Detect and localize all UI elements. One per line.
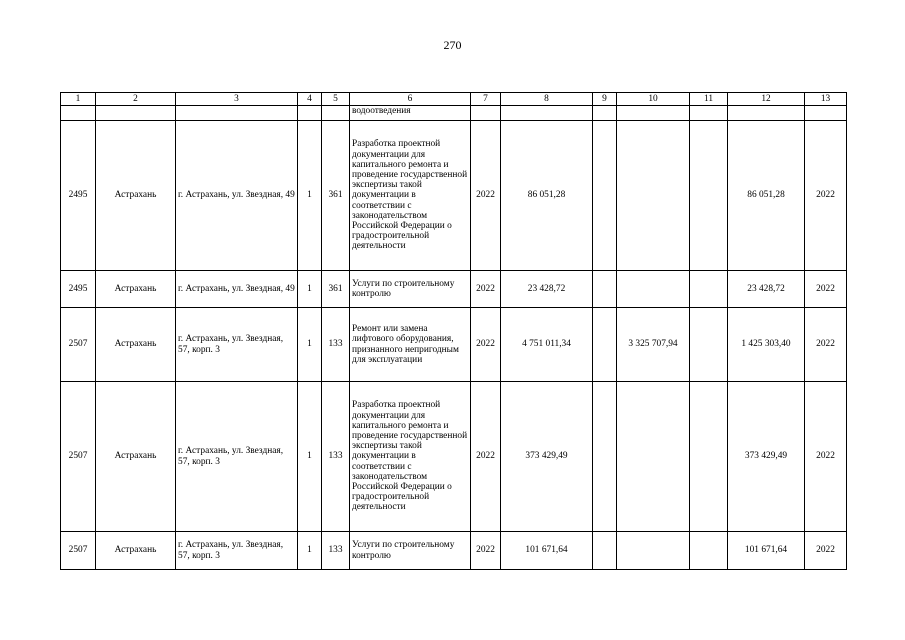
col-11: [690, 121, 728, 271]
col-10: 3 325 707,94: [617, 308, 690, 382]
col-10: [617, 532, 690, 570]
col-11: [690, 382, 728, 532]
address: г. Астрахань, ул. Звездная, 57, корп. 3: [176, 308, 298, 382]
city: Астрахань: [96, 308, 176, 382]
col-11: [690, 532, 728, 570]
year: 2022: [471, 532, 501, 570]
row-number: 2507: [61, 382, 96, 532]
col-9: [593, 382, 617, 532]
col-header: 10: [617, 93, 690, 106]
col-header: 12: [728, 93, 805, 106]
work-description: Услуги по строительному контролю: [350, 271, 471, 308]
col-10: [617, 271, 690, 308]
col-header: 3: [176, 93, 298, 106]
total-cost: 23 428,72: [501, 271, 593, 308]
col-9: [593, 308, 617, 382]
city: Астрахань: [96, 532, 176, 570]
col-4: 1: [298, 121, 322, 271]
col-13: 2022: [805, 532, 847, 570]
col-4: 1: [298, 308, 322, 382]
col-12: 1 425 303,40: [728, 308, 805, 382]
year: 2022: [471, 382, 501, 532]
table-row: [61, 271, 847, 308]
col-12: 86 051,28: [728, 121, 805, 271]
table-row: [61, 532, 847, 570]
col-9: [593, 532, 617, 570]
col-4: 1: [298, 532, 322, 570]
col-13: 2022: [805, 271, 847, 308]
work-description: Разработка проектной документации для капитального ремонта и проведение государственной экспертизы такой документации в соответствии с законодательством Российской Федерации о градостроительной деятельности: [350, 382, 471, 532]
col-header: 8: [501, 93, 593, 106]
city: Астрахань: [96, 271, 176, 308]
col-5: 133: [322, 532, 350, 570]
table-row: [61, 121, 847, 271]
col-header: 7: [471, 93, 501, 106]
column-number-row: [61, 93, 847, 106]
col-12: 373 429,49: [728, 382, 805, 532]
col-4: 1: [298, 382, 322, 532]
col-header: 5: [322, 93, 350, 106]
col-4: 1: [298, 271, 322, 308]
col-5: 133: [322, 382, 350, 532]
works-table: [60, 92, 847, 570]
address: г. Астрахань, ул. Звездная, 49: [176, 121, 298, 271]
work-description: водоотведения: [350, 106, 471, 121]
col-5: 361: [322, 121, 350, 271]
col-header: 6: [350, 93, 471, 106]
col-header: 13: [805, 93, 847, 106]
year: 2022: [471, 308, 501, 382]
year: 2022: [471, 271, 501, 308]
col-9: [593, 121, 617, 271]
col-header: 9: [593, 93, 617, 106]
total-cost: 373 429,49: [501, 382, 593, 532]
col-13: 2022: [805, 382, 847, 532]
year: 2022: [471, 121, 501, 271]
col-5: 361: [322, 271, 350, 308]
page-number: 270: [443, 38, 462, 52]
address: г. Астрахань, ул. Звездная, 57, корп. 3: [176, 532, 298, 570]
col-5: 133: [322, 308, 350, 382]
col-11: [690, 308, 728, 382]
row-number: 2495: [61, 271, 96, 308]
work-description: Услуги по строительному контролю: [350, 532, 471, 570]
city: Астрахань: [96, 382, 176, 532]
continuation-row: [61, 106, 847, 121]
col-header: 4: [298, 93, 322, 106]
row-number: 2507: [61, 308, 96, 382]
col-9: [593, 271, 617, 308]
address: г. Астрахань, ул. Звездная, 57, корп. 3: [176, 382, 298, 532]
col-header: 2: [96, 93, 176, 106]
table-row: [61, 308, 847, 382]
table-row: [61, 382, 847, 532]
work-description: Ремонт или замена лифтового оборудования, признанного непригодным для эксплуатации: [350, 308, 471, 382]
row-number: 2507: [61, 532, 96, 570]
col-11: [690, 271, 728, 308]
col-header: 1: [61, 93, 96, 106]
total-cost: 86 051,28: [501, 121, 593, 271]
work-description: Разработка проектной документации для капитального ремонта и проведение государственной экспертизы такой документации в соответствии с законодательством Российской Федерации о градостроительной деятельности: [350, 121, 471, 271]
col-10: [617, 121, 690, 271]
col-12: 101 671,64: [728, 532, 805, 570]
col-13: 2022: [805, 308, 847, 382]
total-cost: 4 751 011,34: [501, 308, 593, 382]
total-cost: 101 671,64: [501, 532, 593, 570]
col-header: 11: [690, 93, 728, 106]
col-12: 23 428,72: [728, 271, 805, 308]
col-10: [617, 382, 690, 532]
city: Астрахань: [96, 121, 176, 271]
row-number: 2495: [61, 121, 96, 271]
address: г. Астрахань, ул. Звездная, 49: [176, 271, 298, 308]
col-13: 2022: [805, 121, 847, 271]
